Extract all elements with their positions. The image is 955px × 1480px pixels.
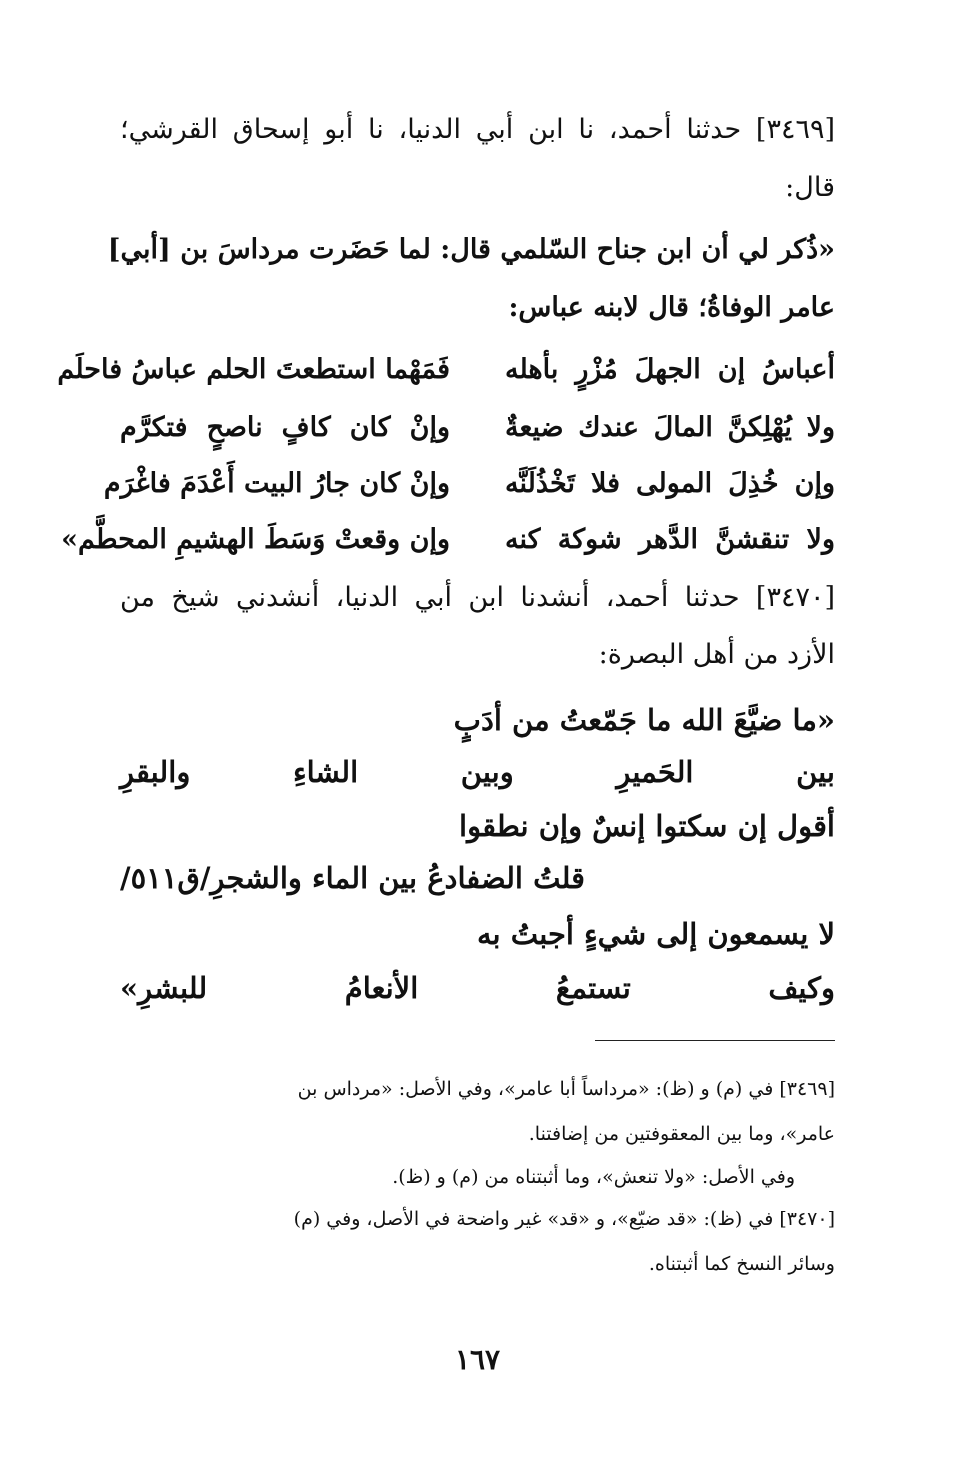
verse-first-hemistich: وإن خُذِلَ المولى فلا تَخْذُلَنَّه [505,468,835,499]
quote-line-1: «ذُكر لي أن ابن جناح السّلمي قال: لما حَضَرت مرداسَ بن [أبي] [107,234,835,265]
verse-second-hemistich: وإنْ كان جارُ البيت أَعْدَمَ فاغْرَم [103,468,450,499]
poem-line: «ما ضيَّعَ الله ما جَمّعتُ من أدَبٍ [453,703,835,737]
verse-first-hemistich: ولا يُهْلِكنَّ المالَ عندك ضيعةٌ [505,412,835,443]
verse-second-hemistich: فَمَهْما استطعتَ الحلم عباسُ فاحلَم [57,354,450,385]
verse-second-hemistich: وإن وقعتْ وَسَطَ الهشيمِ المحطَّم» [61,524,450,555]
narration-3469-line-1: [٣٤٦٩] حدثنا أحمد، نا ابن أبي الدنيا، نا أبو إسحاق القرشي؛ [120,114,835,145]
verse-row [57,350,835,390]
poem-line: بين الحَميرِ وبين الشاءِ والبقرِ [120,755,835,789]
footnote-divider [595,1040,835,1041]
verse-first-hemistich: أعباسُ إن الجهلَ مُزْرٍ بأهله [505,354,835,385]
narration-3469-line-2: قال: [785,172,835,203]
poem-line: لا يسمعون إلى شيءٍ أجبتُ به [477,917,835,951]
footnote-line: [٣٤٧٠] في (ظ): «قد ضيّع»، و «قد» غير واضحة في الأصل، وفي (م) [293,1208,835,1230]
poem-line: وكيف تستمعُ الأنعامُ للبشرِ» [120,971,835,1005]
narration-3470-line-1: [٣٤٧٠] حدثنا أحمد، أنشدنا ابن أبي الدنيا، أنشدني شيخ من [120,582,835,613]
footnote-line: وسائر النسخ كما أثبتناه. [648,1253,835,1275]
footnote-line: وفي الأصل: «ولا تنعش»، وما أثبتناه من (م) و (ظ). [392,1166,795,1188]
book-page [57,0,835,1480]
verse-row [103,464,835,504]
verse-first-hemistich: ولا تنقشنَّ الدَّهر شوكة كنه [505,524,835,555]
verse-row [61,520,835,560]
narration-3470-line-2: الأزد من أهل البصرة: [598,639,835,670]
footnote-line: عامر»، وما بين المعقوفتين من إضافتنا. [528,1123,835,1145]
quote-line-2: عامر الوفاةُ؛ قال لابنه عباس: [508,292,835,323]
poem-line: أقول إن سكتوا إنسٌ وإن نطقوا [459,809,835,843]
verse-row [120,408,835,448]
footnote-line: [٣٤٦٩] في (م) و (ظ): «مرداساً أبا عامر»، وفي الأصل: «مرداس بن [297,1078,835,1100]
poem-line: قلتُ الضفادعُ بين الماء والشجرِ/ق٥١١/ [120,861,586,895]
verse-second-hemistich: وإنْ كان كافٍ ناصحٍ فتكرَّم [120,412,450,443]
page-number: ١٦٧ [454,1343,501,1376]
